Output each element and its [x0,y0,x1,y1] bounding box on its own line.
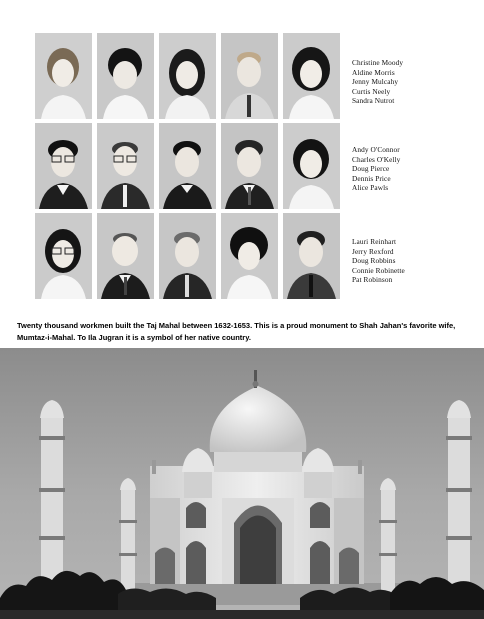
portrait-curtis-neely [221,33,278,119]
name: Doug Pierce [352,164,390,174]
portrait-charles-okelly [97,123,154,209]
name: Pat Robinson [352,275,393,285]
taj-mahal-photo [0,348,484,619]
portrait-row-2 [35,123,340,209]
portrait-alice-pawls [283,123,340,209]
portrait-doug-robbins [159,213,216,299]
name-list-row-3 [352,237,405,285]
name: Jenny Mulcahy [352,77,399,87]
name-list-row-2 [352,145,400,193]
portrait-andy-oconnor [35,123,92,209]
name: Connie Robinette [352,265,405,275]
portrait-pat-robinson [283,213,340,299]
portrait-jenny-mulcahy [159,33,216,119]
portrait-christine-moody [35,33,92,119]
portrait-sandra-nutrot [283,33,340,119]
name-list-row-1 [352,58,403,106]
portrait-row-3 [35,213,340,299]
portrait-aldine-morris [97,33,154,119]
photo-caption: Twenty thousand workmen built the Taj Mahal between 1632-1653. This is a proud monument to Shah Jahan's favorite wife, Mumtaz-i-Mahal. To Ila Jugran it is a symbol of her native country. [17,321,456,342]
portrait-row-1 [35,33,340,119]
name: Dennis Price [352,173,391,183]
portrait-doug-pierce [159,123,216,209]
name: Christine Moody [352,58,404,67]
name: Doug Robbins [352,256,396,266]
portrait-lauri-reinhart [35,213,92,299]
name: Jerry Rexford [352,246,394,256]
name: Sandra Nutrot [352,96,395,106]
portrait-dennis-price [221,123,278,209]
name: Alice Pawls [352,183,389,193]
name: Andy O'Connor [352,145,400,154]
name: Curtis Neely [352,86,391,96]
name: Aldine Morris [352,67,395,77]
portrait-jerry-rexford [97,213,154,299]
portrait-connie-robinette [221,213,278,299]
name: Charles O'Kelly [352,154,401,164]
name: Lauri Reinhart [352,237,397,246]
